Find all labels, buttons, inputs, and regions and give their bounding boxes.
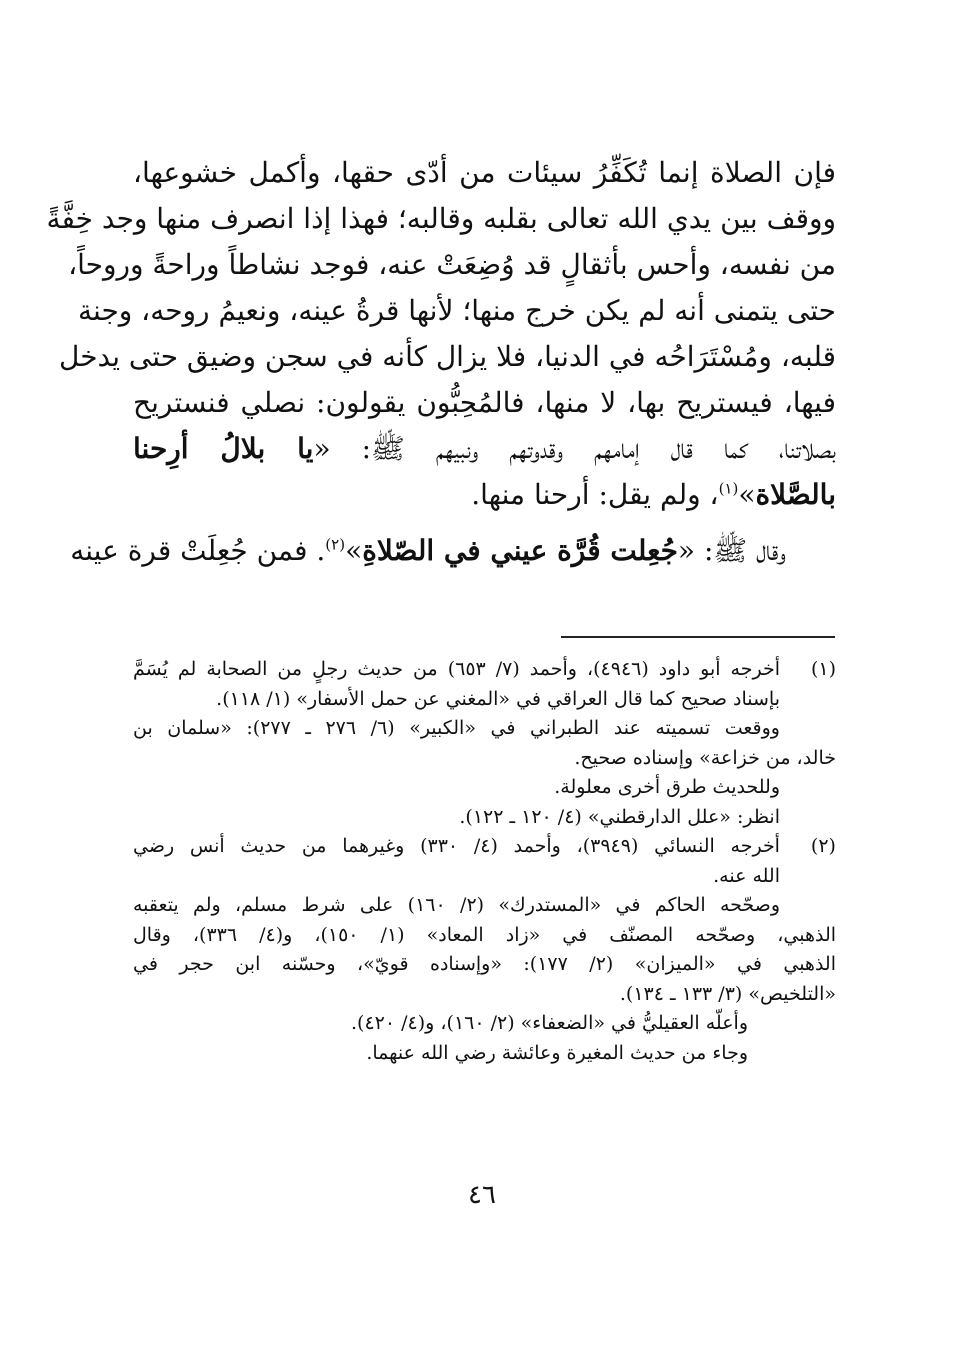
footnote-line (133, 655, 836, 685)
body-line: من نفسه، وأحس بأثقالٍ قد وُضِعَتْ عنه، فوجد نشاطاً وراحةً وروحاً، (68, 248, 836, 281)
footnote-line: انظر: «علل الدارقطني» (٤/ ١٢٠ ـ ١٢٢). (459, 805, 780, 828)
footnote-line: وصحّحه الحاكم في «المستدرك» (٢/ ١٦٠) على شرط مسلم، ولم يتعقبه (133, 894, 780, 916)
hadith-quote-bold: يا بلالُ أرِحنا (133, 432, 314, 465)
body-line: ووقف بين يدي الله تعالى بقلبه وقالبه؛ فهذا إذا انصرف منها وجد خِفَّةً (46, 202, 836, 235)
main-text (46, 150, 836, 574)
footnote-line: الله عنه. (713, 864, 780, 887)
body-text: وقال ﷺ: « (677, 534, 786, 567)
hadith-quote-bold: جُعِلت قُرَّة عيني في الصّلاةِ (362, 534, 678, 567)
footnote-text: أخرجه أبو داود (٤٩٤٦)، وأحمد (٧/ ٦٥٣) من حديث رجلٍ من الصحابة لم يُسَمَّ (133, 658, 780, 680)
body-line: حتى يتمنى أنه لم يكن خرج منها؛ لأنها قرةُ عينه، ونعيمُ روحه، وجنة (77, 294, 836, 327)
footnote-line (133, 832, 836, 862)
hadith-quote-bold: بالصَّلاة (755, 478, 836, 511)
body-text: ، ولم يقل: أرحنا منها. (471, 478, 719, 511)
body-line: قلبه، ومُسْتَرَاحُه في الدنيا، فلا يزال كأنه في سجن وضيق حتى يدخل (59, 340, 836, 373)
footnote-line: ووقعت تسميته عند الطبراني في «الكبير» (٦/ ٢٧٦ ـ ٢٧٧): «سلمان بن (133, 717, 780, 739)
footnote-number: (٢) (810, 835, 836, 857)
footnote-line: وأعلّه العقيليُّ في «الضعفاء» (٢/ ١٦٠)، و(٤/ ٤٢٠). (351, 1012, 748, 1034)
body-line (70, 528, 836, 574)
body-line (133, 472, 836, 518)
footnote-text: أخرجه النسائي (٣٩٤٩)، وأحمد (٤/ ٣٣٠) وغيرهما من حديث أنس رضي (133, 835, 780, 857)
footnote-separator (561, 636, 835, 638)
footnote-ref[interactable]: (١) (718, 479, 739, 498)
footnote-line: وجاء من حديث المغيرة وعائشة رضي الله عنهما. (366, 1041, 748, 1064)
footnote-line: بإسناد صحيح كما قال العراقي في «المغني عن حمل الأسفار» (١/ ١١٨). (216, 687, 780, 710)
footnote-line: خالد، من خزاعة» وإسناده صحيح. (574, 746, 836, 769)
footnote-number: (١) (810, 658, 836, 680)
footnote-line: «التلخيص» (٣/ ١٣٣ ـ ١٣٤). (619, 982, 836, 1005)
footnote-line: الذهبي، وصحّحه المصنّف في «زاد المعاد» (١/ ١٥٠)، و(٤/ ٣٣٦)، وقال (133, 923, 837, 946)
page-number: ٤٦ (468, 1180, 496, 1210)
footnote-ref[interactable]: (٢) (325, 535, 346, 554)
body-line: فيها، فيستريح بها، لا منها، فالمُحِبُّون يقولون: نصلي فنستريح (133, 386, 836, 419)
footnotes (133, 655, 836, 1068)
body-line: فإن الصلاة إنما تُكَفِّرُ سيئات من أدّى حقها، وأكمل خشوعها، (133, 156, 836, 189)
quote-close: » (738, 478, 756, 511)
body-line (133, 426, 836, 472)
body-text: بصلاتنا، كما قال إمامهم وقدوتهم ونبيهم ﷺ: « (313, 432, 836, 465)
footnote-line: وللحديث طرق أخرى معلولة. (554, 776, 780, 798)
footnote-line: الذهبي في «الميزان» (٢/ ١٧٧): «وإسناده قويّ»، وحسّنه ابن حجر في (133, 953, 836, 975)
quote-close: » (345, 534, 363, 567)
body-text: . فمن جُعِلَتْ قرة عينه (70, 534, 326, 567)
